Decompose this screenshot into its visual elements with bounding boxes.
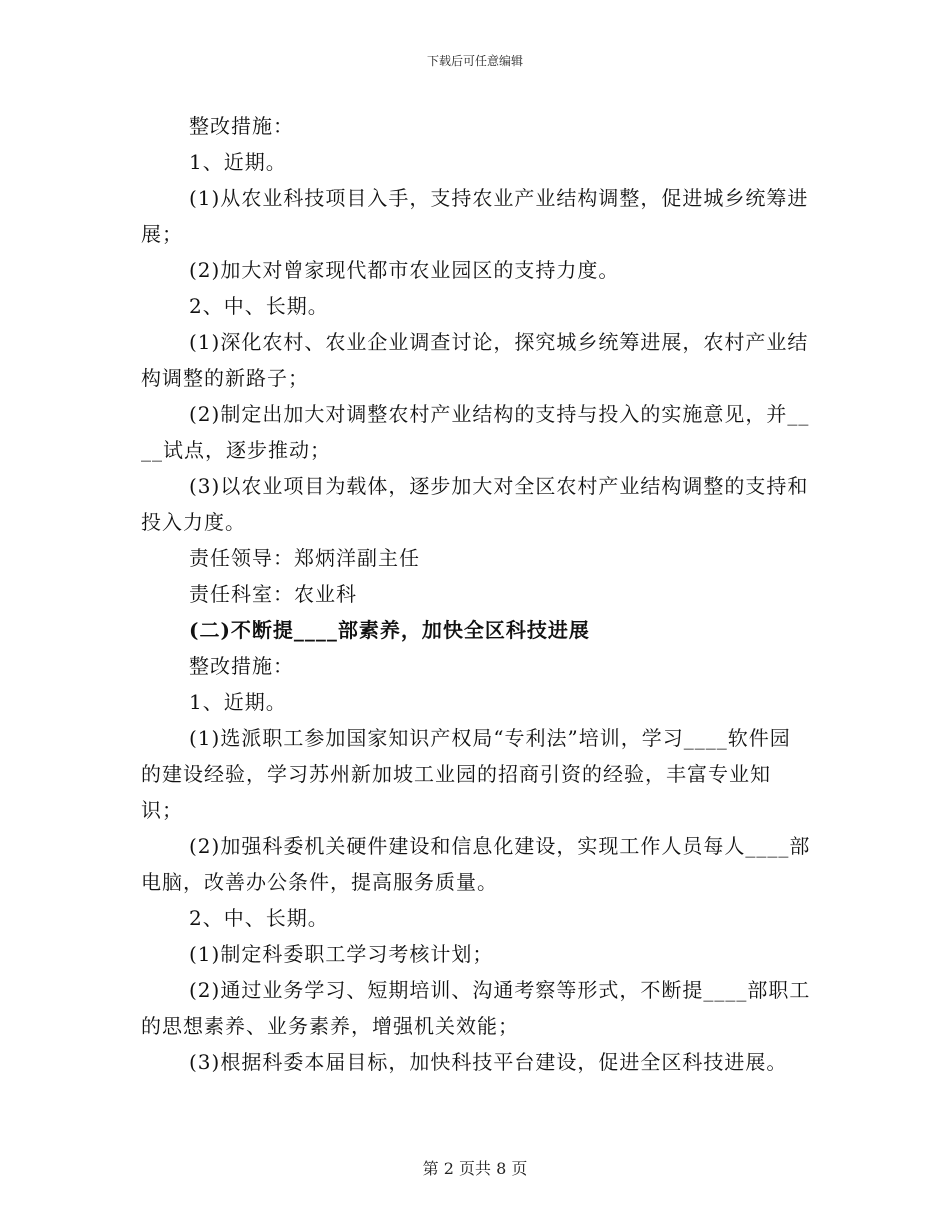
page-footer: 第 2 页共 8 页: [422, 1159, 528, 1178]
paragraph: 责任领导：郑炳洋副主任: [189, 546, 420, 570]
document-body: [141, 108, 811, 1080]
paragraph: (1)深化农村、农业企业调查讨论，探究城乡统筹进展，农村产业结构调整的新路子；: [141, 330, 809, 390]
paragraph: (2)加强科委机关硬件建设和信息化建设，实现工作人员每人____部电脑，改善办公条件，提高服务质量。: [141, 834, 811, 894]
paragraph: 1、近期。: [189, 150, 287, 174]
section-heading: (二)不断提____部素养，加快全区科技进展: [189, 618, 590, 642]
paragraph: 2、中、长期。: [189, 294, 329, 318]
paragraph: 整改措施：: [189, 654, 294, 678]
paragraph: (1)制定科委职工学习考核计划；: [189, 942, 494, 966]
paragraph: (2)加大对曾家现代都市农业园区的支持力度。: [189, 258, 620, 282]
paragraph: (3)以农业项目为载体，逐步加大对全区农村产业结构调整的支持和投入力度。: [141, 474, 809, 534]
paragraph: (2)通过业务学习、短期培训、沟通考察等形式，不断提____部职工的思想素养、业务素养，增强机关效能；: [141, 978, 811, 1038]
paragraph: (1)从农业科技项目入手，支持农业产业结构调整，促进城乡统筹进展；: [141, 186, 809, 246]
paragraph: (2)制定出加大对调整农村产业结构的支持与投入的实施意见，并____试点，逐步推动；: [141, 402, 810, 462]
page-header: 下载后可任意编辑: [426, 54, 523, 68]
paragraph: (3)根据科委本届目标，加快科技平台建设，促进全区科技进展。: [189, 1050, 788, 1074]
paragraph: (1)选派职工参加国家知识产权局“专利法”培训，学习____软件园的建设经验，学习苏州新加坡工业园的招商引资的经验，丰富专业知识；: [141, 726, 791, 822]
paragraph: 2、中、长期。: [189, 906, 329, 930]
paragraph: 整改措施：: [189, 114, 294, 138]
paragraph: 1、近期。: [189, 690, 287, 714]
paragraph: 责任科室：农业科: [189, 582, 357, 606]
